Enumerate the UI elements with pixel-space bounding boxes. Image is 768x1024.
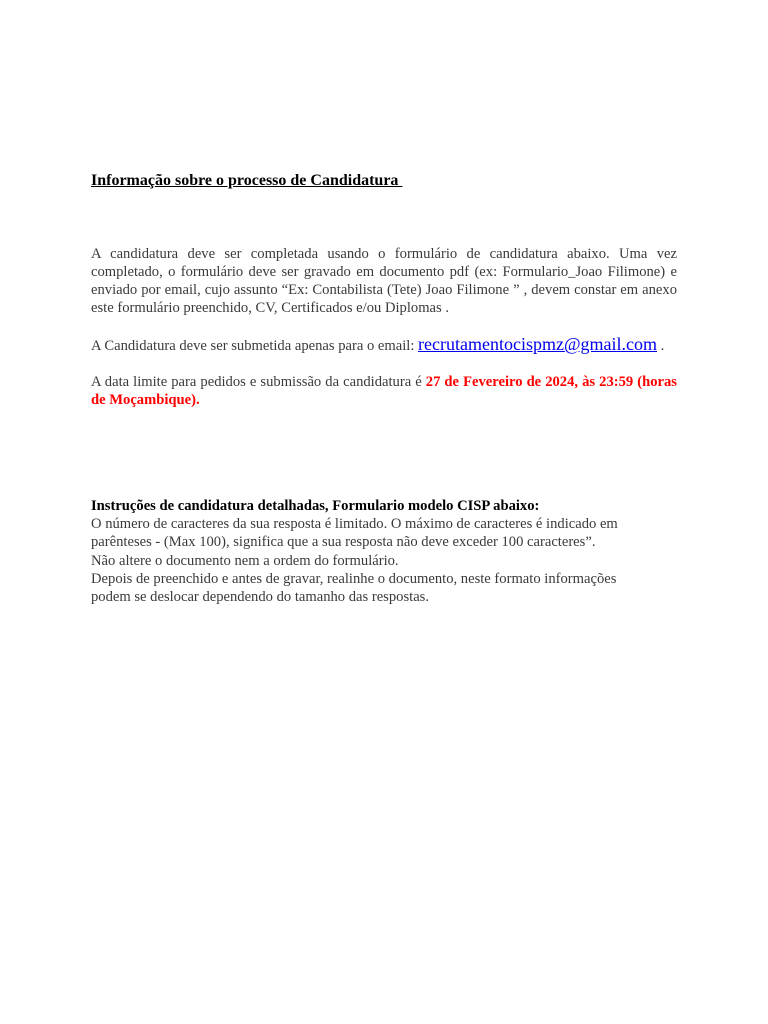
submission-email-paragraph [91,335,677,355]
instructions-line: Não altere o documento nem a ordem do formulário. [91,552,399,569]
deadline-date: 27 de Fevereiro de 2024, às 23:59 (horas de Moçambique). [91,374,677,408]
submission-email-suffix: . [657,338,665,354]
instructions-line: Depois de preenchido e antes de gravar, realinhe o documento, neste formato informações [91,570,617,587]
instructions-line: podem se deslocar dependendo do tamanho das respostas. [91,589,429,606]
application-info-paragraph: A candidatura deve ser completada usando o formulário de candidatura abaixo. Uma vez completado, o formulário deve ser gravado em documento pdf (ex: Formulario_Joao Filimone) e enviado por email, cujo assunto “Ex: Contabilista (Tete) Joao Filimone ” , devem constar em anexo este formulário preenchido, CV, Certificados e/ou Diplomas . [91,246,677,316]
instructions-heading: Instruções de candidatura detalhadas, Formulario modelo CISP abaixo: [91,498,540,514]
instructions-section [91,497,677,606]
deadline-paragraph [91,373,677,409]
instructions-line: parênteses - (Max 100), significa que a sua resposta não deve exceder 100 caracteres”. [91,534,596,551]
page-title: Informação sobre o processo de Candidatura [91,172,403,189]
instructions-line: O número de caracteres da sua resposta é limitado. O máximo de caracteres é indicado em [91,516,618,533]
email-link[interactable]: recrutamentocispmz@gmail.com [418,334,658,354]
deadline-intro-text: A data limite para pedidos e submissão da candidatura é [91,374,426,390]
submission-email-text: A Candidatura deve ser submetida apenas para o email: [91,338,419,354]
